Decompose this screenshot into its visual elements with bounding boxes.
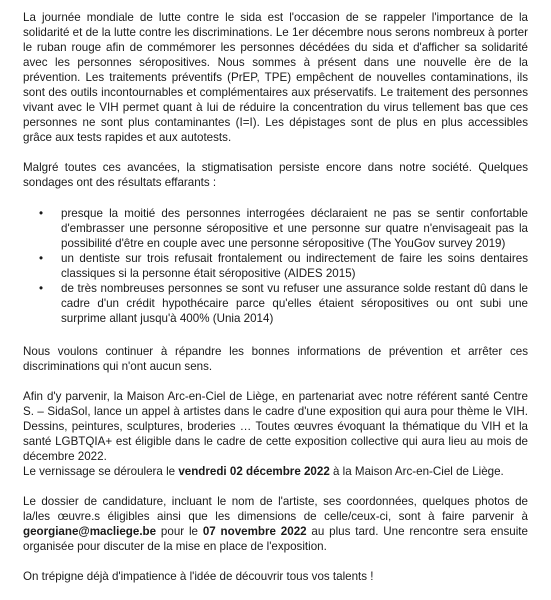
list-item-text: presque la moitié des personnes interrogées déclaraient ne pas se sentir confortable d'embrasser une personne séropositive et une personne sur quatre n'envisageait pas la possibilité d'être en couple avec une personne séropositive (The YouGov survey 2019) <box>61 207 528 250</box>
list-item <box>23 281 528 326</box>
intro-paragraph: La journée mondiale de lutte contre le sida est l'occasion de se rappeler l'importance de la solidarité et de la lutte contre les discriminations. Le 1er décembre nous serons nombreux à porter le ruban rouge afin de commémorer les personnes décédées du sida et d'afficher sa solidarité avec les personnes séropositives. Nous sommes à présent dans une nouvelle ère de la prévention. Les traitements préventifs (PrEP, TPE) empêchent de nouvelles contaminations, ils sont des outils incontournables et complémentaires aux préservatifs. Le traitement des personnes vivant avec le VIH permet quant à lui de réduire la concentration du virus tellement bas que ces personnes ne sont plus contaminantes (I=I). Les dépistages sont de plus en plus accessibles grâce aux tests rapides et aux autotests. <box>23 11 528 144</box>
application-middle-text: pour le <box>156 525 203 538</box>
list-item-text: de très nombreuses personnes se sont vu refuser une assurance solde restant dû dans le cadre d'un crédit hypothécaire parce qu'elles étaient séropositives ou ont subi une surprime allant jusqu'à 400% (Unia 2014) <box>61 282 528 325</box>
closing-paragraph: On trépigne déjà d'impatience à l'idée de découvrir tous vos talents ! <box>23 570 374 583</box>
application-deadline: 07 novembre 2022 <box>202 525 307 538</box>
bullet-icon: • <box>38 207 44 220</box>
contact-email-link[interactable]: georgiane@macliege.be <box>23 525 157 538</box>
call-for-artists-paragraph: Afin d'y parvenir, la Maison Arc-en-Ciel de Liège, en partenariat avec notre référent santé Centre S. – SidaSol, lance un appel à artistes dans le cadre d'une exposition qui aura pour thème le VIH. Dessins, peintures, sculptures, broderies … Toutes œuvres évoquant la thématique du VIH et la santé LGBTQIA+ est éligible dans le cadre de cette exposition collective qui aura lieu au mois de décembre 2022. <box>23 390 528 463</box>
application-end-text: au plus tard. Une rencontre sera ensuite organisée pour discuter de la mise en place de l'exposition. <box>23 525 528 553</box>
list-item <box>23 206 528 251</box>
vernissage-date: vendredi 02 décembre 2022 <box>178 465 330 478</box>
list-item-text: un dentiste sur trois refusait frontalement ou indirectement de faire les soins dentaires classiques si la personne était séropositive (AIDES 2015) <box>61 252 528 280</box>
application-text: Le dossier de candidature, incluant le nom de l'artiste, ses coordonnées, quelques photos de la/les œuvre.s éligibles ainsi que les dimensions de celle/ceux-ci, sont à faire parvenir à <box>23 495 528 523</box>
application-paragraph <box>23 494 528 554</box>
list-item <box>23 251 528 281</box>
vernissage-location: à la Maison Arc-en-Ciel de Liège. <box>329 465 504 478</box>
bullet-icon: • <box>38 252 44 265</box>
vernissage-text: Le vernissage se déroulera le <box>23 465 179 478</box>
vernissage-paragraph <box>23 464 528 479</box>
continue-paragraph: Nous voulons continuer à répandre les bonnes informations de prévention et arrêter ces discriminations qui n'ont aucun sens. <box>23 345 528 373</box>
bullet-icon: • <box>38 282 44 295</box>
stigma-paragraph: Malgré toutes ces avancées, la stigmatisation persiste encore dans notre société. Quelques sondages ont des résultats effarants : <box>23 161 528 189</box>
survey-bullet-list <box>23 206 528 326</box>
